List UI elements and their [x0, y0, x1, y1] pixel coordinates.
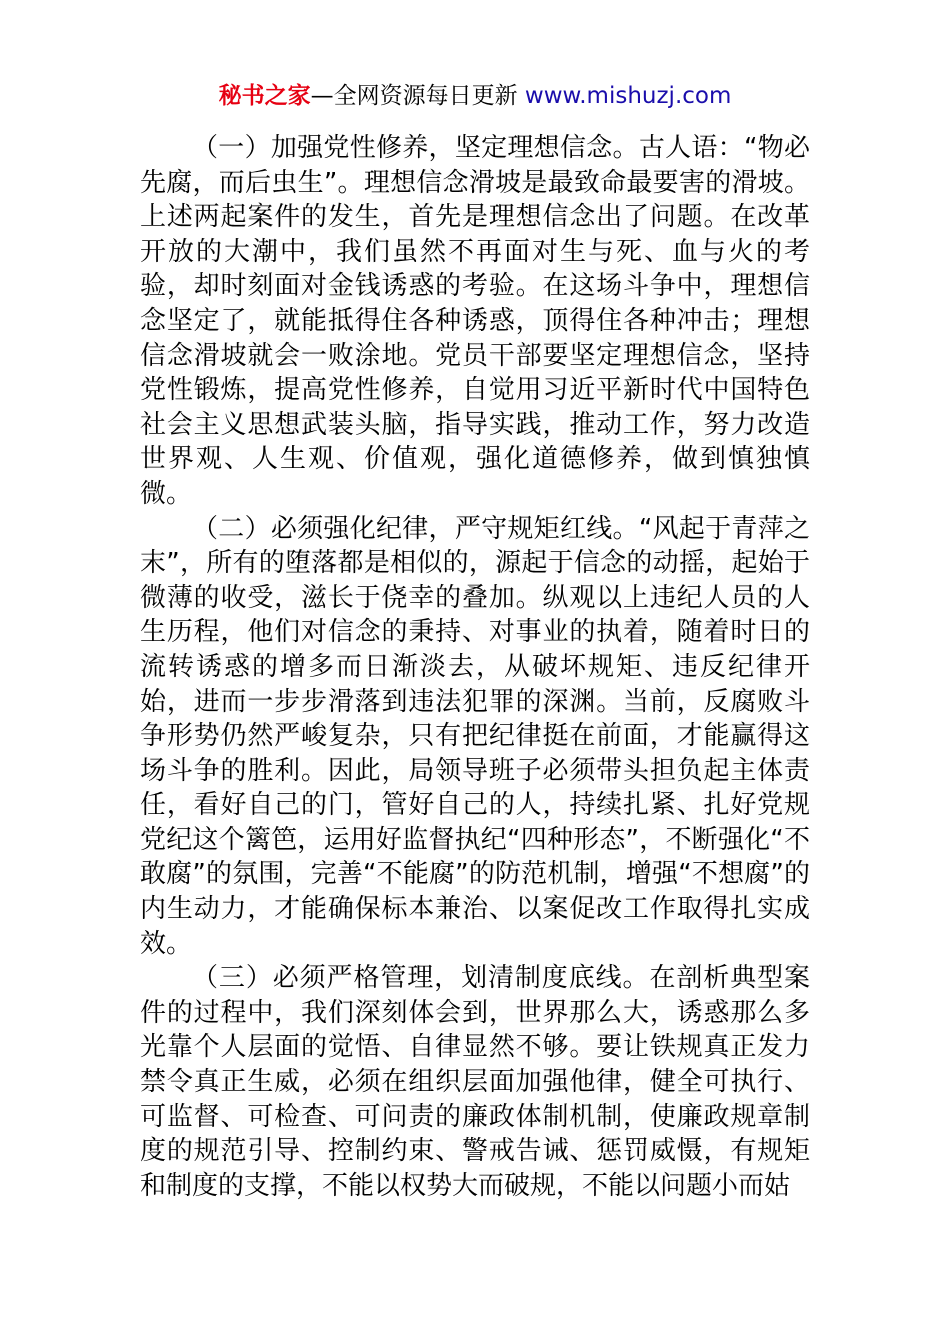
brand-name: 秘书之家: [218, 83, 311, 109]
document-body: [140, 131, 810, 1203]
paragraph-1: （一）加强党性修养，坚定理想信念。古人语：“物必先腐，而后虫生”。理想信念滑坡是最致命最要害的滑坡。上述两起案件的发生，首先是理想信念出了问题。在改革开放的大潮中，我们虽然不再面对生与死、血与火的考验，却时刻面对金钱诱惑的考验。在这场斗争中，理想信念坚定了，就能抵得住各种诱惑，顶得住各种冲击；理想信念滑坡就会一败涂地。党员干部要坚定理想信念，坚持党性锻炼，提高党性修养，自觉用习近平新时代中国特色社会主义思想武装头脑，指导实践，推动工作，努力改造世界观、人生观、价值观，强化道德修养，做到慎独慎微。: [140, 133, 810, 509]
paragraph-2: （二）必须强化纪律，严守规矩红线。“风起于青萍之末”，所有的堕落都是相似的，源起于信念的动摇，起始于微薄的收受，滋长于侥幸的叠加。纵观以上违纪人员的人生历程，他们对信念的秉持、对事业的执着，随着时日的流转诱惑的增多而日渐淡去，从破坏规矩、违反纪律开始，进而一步步滑落到违法犯罪的深渊。当前，反腐败斗争形势仍然严峻复杂，只有把纪律挺在前面，才能赢得这场斗争的胜利。因此，局领导班子必须带头担负起主体责任，看好自己的门，管好自己的人，持续扎紧、扎好党规党纪这个篱笆，运用好监督执纪“四种形态”，不断强化“不敢腐”的氛围，完善“不能腐”的防范机制，增强“不想腐”的内生动力，才能确保标本兼治、以案促改工作取得扎实成效。: [140, 513, 810, 959]
page-header: [0, 80, 950, 112]
website-link[interactable]: www.mishuzj.com: [524, 83, 732, 109]
header-tagline: —全网资源每日更新: [310, 83, 518, 109]
paragraph-3: （三）必须严格管理，划清制度底线。在剖析典型案件的过程中，我们深刻体会到，世界那么大，诱惑那么多光靠个人层面的觉悟、自律显然不够。要让铁规真正发力禁令真正生威，必须在组织层面加强他律，健全可执行、可监督、可检查、可问责的廉政体制机制，使廉政规章制度的规范引导、控制约束、警戒告诫、惩罚威慑，有规矩和制度的支撑，不能以权势大而破规，不能以问题小而姑: [140, 963, 810, 1201]
